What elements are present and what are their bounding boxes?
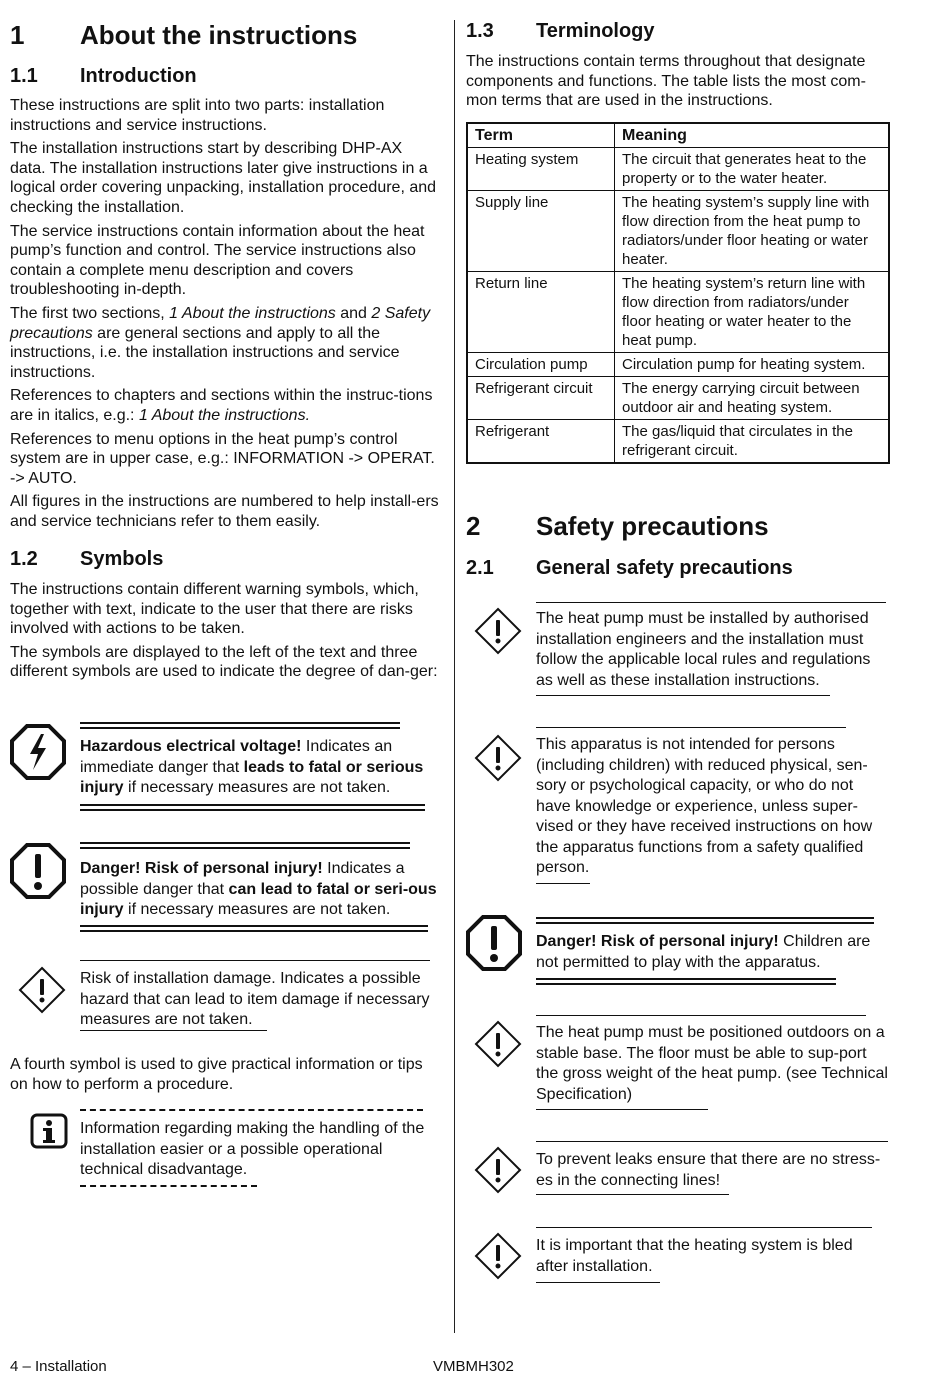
- electrical-hazard-icon: [10, 724, 66, 785]
- term-cell: Refrigerant: [467, 420, 615, 464]
- warning-diamond-icon: [474, 734, 522, 787]
- meaning-cell: The energy carrying circuit between outdoor air and heating system.: [615, 377, 890, 420]
- paragraph: The service instructions contain information about the heat pump’s function and control. The service instructions also contain a complete menu description and covers troubleshooting in-depth.: [10, 222, 425, 299]
- term-cell: Heating system: [467, 148, 615, 191]
- warning-text: It is important that the heating system is bled after installation.: [536, 1237, 853, 1275]
- warning-diamond-icon: [474, 1146, 522, 1199]
- warning-text: To prevent leaks ensure that there are no stress-es in the connecting lines!: [536, 1151, 881, 1189]
- double-rule: [536, 978, 836, 985]
- table-row: [467, 272, 889, 353]
- symbol-description: [80, 859, 445, 921]
- single-rule: [536, 1109, 708, 1110]
- section-title: Introduction: [80, 65, 197, 87]
- double-rule: [536, 917, 874, 924]
- double-rule: [80, 925, 428, 932]
- text-run: Children are not permitted to play with the apparatus.: [536, 933, 871, 971]
- warning-text: The heat pump must be positioned outdoors on a stable base. The floor must be able to sup-port the gross weight of the heat pump. (see Technical Specification): [536, 1024, 888, 1103]
- italic-reference: 1 About the instructions.: [138, 406, 311, 424]
- text-run: References to chapters and sections within the instruc-tions are in italics, e.g.:: [10, 387, 433, 424]
- table-row: [467, 191, 889, 272]
- single-rule: [536, 727, 846, 728]
- personal-injury-symbol-block: [10, 838, 450, 948]
- section-number: 1: [10, 20, 25, 50]
- meaning-cell: The circuit that generates heat to the property or to the water heater.: [615, 148, 890, 191]
- danger-exclamation-icon: [10, 842, 66, 905]
- section-1-3-heading: [466, 19, 655, 43]
- introduction-body: [10, 96, 442, 535]
- double-rule: [80, 842, 410, 849]
- italic-reference: 2 Safety precautions: [10, 304, 431, 342]
- section-2-heading: [466, 511, 769, 541]
- warning-text: The heat pump must be installed by authorised installation engineers and the installation must follow the applicable local rules and regulations as well as these installation instructions.: [536, 610, 871, 689]
- installation-damage-symbol-block: [10, 958, 450, 1038]
- single-rule: [80, 1030, 267, 1031]
- text-run: if necessary measures are not taken.: [123, 779, 391, 796]
- dashed-rule: [80, 1109, 423, 1111]
- paragraph: The installation instructions start by describing DHP-AX data. The installation instructions later give instructions in a logical order covering unpacking, installation procedure, and checking the installation.: [10, 140, 437, 216]
- paragraph: All figures in the instructions are numbered to help install-ers and service technicians refer to them easily.: [10, 493, 439, 530]
- single-rule: [536, 883, 590, 884]
- table-row: [467, 420, 889, 464]
- table-row: [467, 353, 889, 377]
- meaning-cell: The gas/liquid that circulates in the refrigerant circuit.: [615, 420, 890, 464]
- column-header: Meaning: [615, 123, 890, 148]
- single-rule: [536, 1141, 888, 1142]
- warning-diamond-icon: [474, 1020, 522, 1073]
- safety-warning-block: [466, 1140, 906, 1200]
- paragraph: The instructions contain terms throughout that designate components and functions. The table lists the most com-mon terms that are used in the instructions.: [466, 53, 866, 110]
- column-divider: [454, 20, 455, 1333]
- section-title: Safety precautions: [536, 511, 769, 541]
- warning-text: [536, 932, 888, 973]
- bold-text: leads to fatal or serious injury: [80, 758, 424, 796]
- term-cell: Supply line: [467, 191, 615, 272]
- safety-warning-block: [466, 726, 906, 886]
- symbol-description: Risk of installation damage. Indicates a possible hazard that can lead to item damage if necessary measures are not taken.: [80, 970, 430, 1028]
- safety-warning-block: [466, 1013, 906, 1113]
- paragraph: The symbols are displayed to the left of the text and three different symbols are used to indicate the degree of dan-ger:: [10, 643, 438, 681]
- symbol-description: [80, 737, 445, 799]
- table-header-row: [467, 123, 889, 148]
- single-rule: [536, 1194, 729, 1195]
- warning-text: This apparatus is not intended for persons (including children) with reduced physical, sen-sory or psychological capacity, or who do not have knowledge or experience, unless super-vised or they have received instructions on how the apparatus functions from a safety qualified person.: [536, 736, 873, 876]
- table-row: [467, 148, 889, 191]
- paragraph: [10, 386, 442, 425]
- single-rule: [536, 1227, 872, 1228]
- terminology-table: [466, 122, 890, 464]
- term-cell: Return line: [467, 272, 615, 353]
- section-1-heading: [10, 20, 357, 50]
- section-1-1-heading: [10, 64, 197, 88]
- term-cell: Circulation pump: [467, 353, 615, 377]
- footer-page-label: 4 – Installation: [10, 1358, 107, 1375]
- information-symbol-block: [10, 1105, 450, 1195]
- paragraph: A fourth symbol is used to give practical information or tips on how to perform a procedure.: [10, 1056, 423, 1093]
- section-title: Symbols: [80, 548, 164, 570]
- single-rule: [536, 695, 830, 696]
- term-cell: Refrigerant circuit: [467, 377, 615, 420]
- text-run: if necessary measures are not taken.: [123, 901, 391, 918]
- safety-warning-block: [466, 600, 906, 700]
- warning-diamond-icon: [474, 607, 522, 660]
- section-number: 1.1: [10, 65, 38, 87]
- paragraph: [10, 304, 442, 382]
- paragraph: The instructions contain different warning symbols, which, together with text, indicate to the user that there are risks involved with actions to be taken.: [10, 581, 419, 638]
- meaning-cell: Circulation pump for heating system.: [615, 353, 890, 377]
- single-rule: [536, 1282, 660, 1283]
- electrical-voltage-symbol-block: [10, 716, 450, 846]
- symbols-body: [10, 580, 442, 686]
- symbol-description: Information regarding making the handling of the installation easier or a possible operational technical disadvantage.: [80, 1120, 425, 1178]
- meaning-cell: The heating system’s return line with flow direction from radiators/under floor heating or water heater to the heat pump.: [615, 272, 890, 353]
- table-row: [467, 377, 889, 420]
- single-rule: [536, 602, 886, 603]
- bold-text: Danger! Risk of personal injury!: [80, 860, 323, 877]
- section-1-2-heading: [10, 547, 163, 571]
- personal-injury-warning-block: [466, 914, 906, 994]
- text-run: The first two sections,: [10, 304, 170, 322]
- double-rule: [80, 722, 400, 729]
- text-run: Indicates a possible danger that: [80, 860, 405, 898]
- text-run: are general sections and apply to all the instructions, i.e. the installation instructions and service instructions.: [10, 324, 400, 381]
- paragraph: References to menu options in the heat pump’s control system are in upper case, e.g.: INFORMATION -> OPERAT. -> AUTO.: [10, 430, 435, 487]
- section-title: General safety precautions: [536, 557, 793, 579]
- dashed-rule: [80, 1185, 257, 1187]
- bold-text: can lead to fatal or seri-ous injury: [80, 880, 437, 918]
- warning-diamond-icon: [18, 966, 66, 1019]
- section-number: 2: [466, 511, 481, 541]
- section-number: 1.3: [466, 20, 494, 42]
- column-header: Term: [467, 123, 615, 148]
- warning-diamond-icon: [474, 1232, 522, 1285]
- paragraph: These instructions are split into two parts: installation instructions and service instructions.: [10, 97, 385, 134]
- italic-reference: 1 About the instructions: [169, 304, 336, 322]
- section-2-1-heading: [466, 556, 793, 580]
- section-title: Terminology: [536, 20, 655, 42]
- single-rule: [536, 1015, 866, 1016]
- bold-text: Hazardous electrical voltage!: [80, 738, 302, 755]
- single-rule: [80, 960, 430, 961]
- footer-document-code: VMBMH302: [433, 1358, 514, 1375]
- section-number: 2.1: [466, 557, 494, 579]
- danger-exclamation-icon: [466, 914, 522, 977]
- double-rule: [80, 804, 425, 811]
- info-icon: [30, 1113, 68, 1154]
- section-title: About the instructions: [80, 20, 358, 50]
- section-number: 1.2: [10, 548, 38, 570]
- safety-warning-block: [466, 1226, 906, 1286]
- meaning-cell: The heating system’s supply line with flow direction from the heat pump to radiators/under floor heating or water heater.: [615, 191, 890, 272]
- text-run: and: [335, 304, 372, 322]
- bold-text: Danger! Risk of personal injury!: [536, 933, 779, 950]
- text-run: Indicates an immediate danger that: [80, 738, 393, 776]
